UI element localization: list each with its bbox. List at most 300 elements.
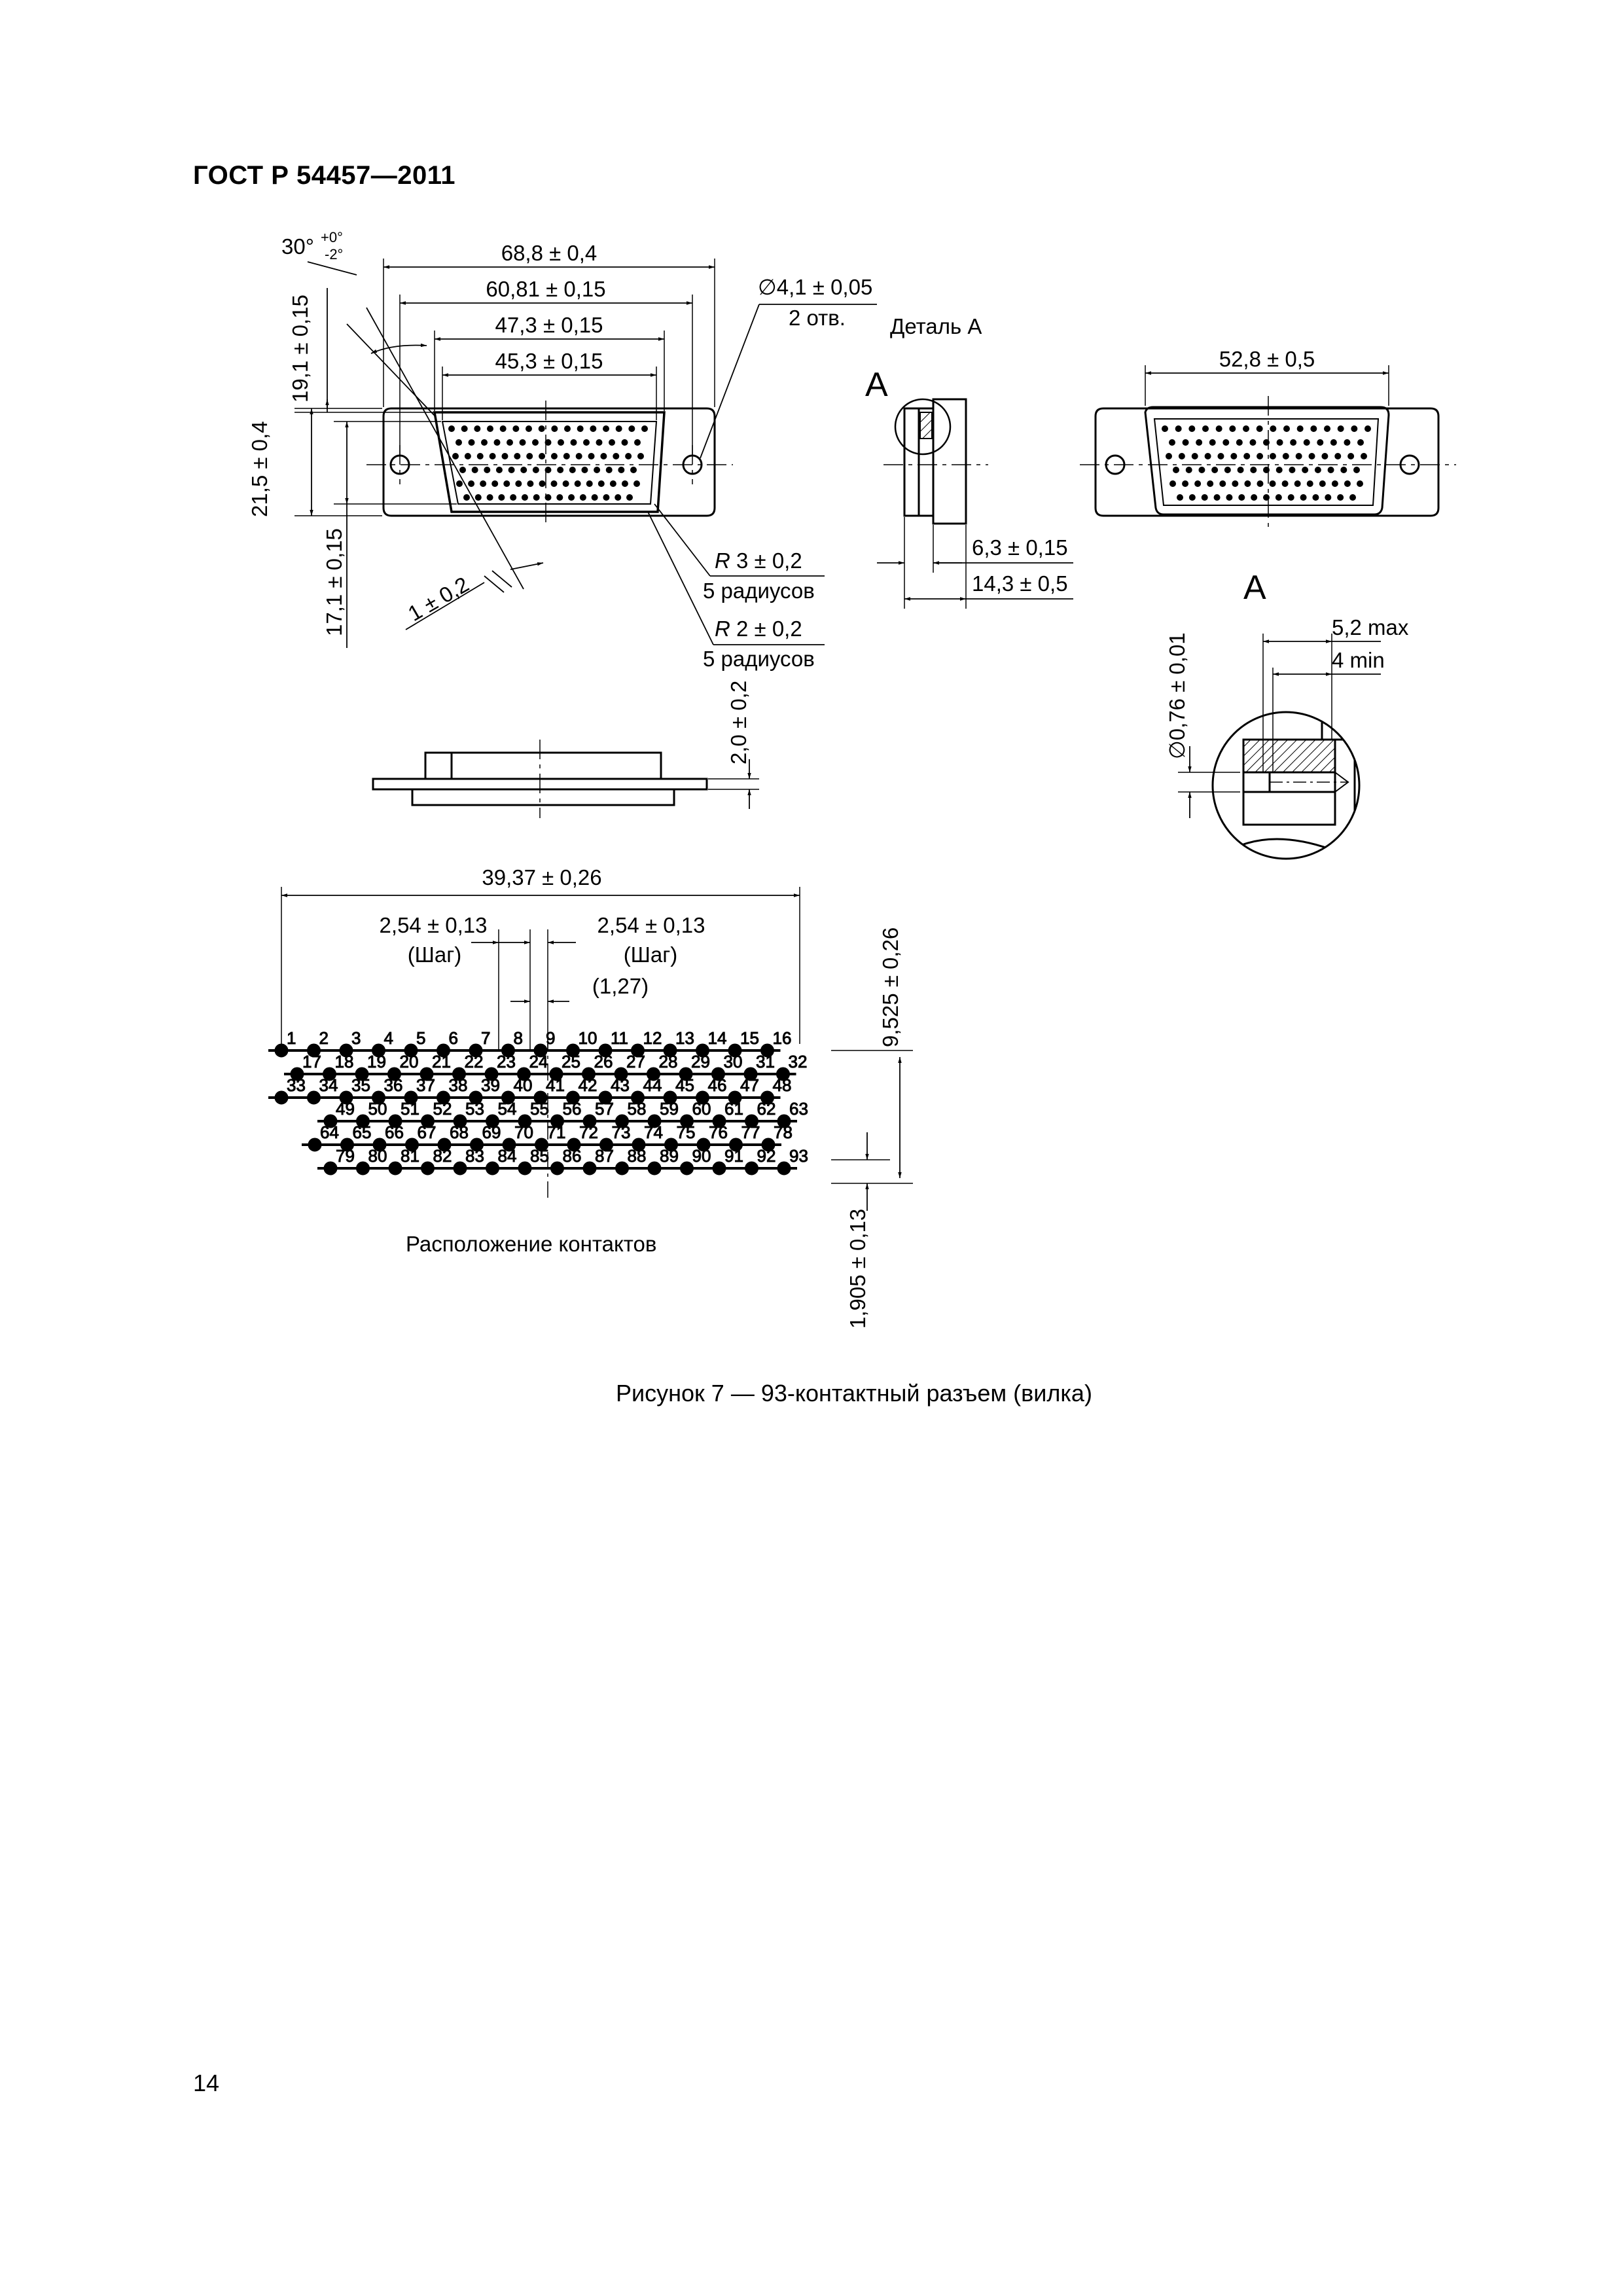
contact-dot [1304,439,1310,446]
pitch-label-left: (Шаг) [407,942,462,967]
contact-dot [491,480,498,487]
contact-pin [389,1162,402,1175]
contact-dot [1321,453,1328,459]
detail-a-title: А [1243,569,1266,607]
contact-dot [1194,480,1201,487]
contact-dot [1276,467,1283,473]
contact-number: 39 [481,1075,500,1095]
contact-dot [1288,494,1294,501]
contact-number: 70 [514,1122,533,1142]
contact-pin [518,1162,531,1175]
radius-outer-count: 5 радиусов [703,579,815,603]
contact-dot [551,453,558,459]
contact-pin [777,1162,791,1175]
contact-dot [1177,494,1183,501]
contact-pin [308,1138,321,1151]
contact-dot [1289,467,1295,473]
contact-number: 55 [530,1099,549,1119]
contact-dot [563,480,569,487]
contact-dot [641,425,648,432]
contact-dot [448,425,455,432]
dim-flange-depth: 6,3 ± 0,15 [972,535,1068,560]
contact-number: 78 [774,1122,793,1142]
contact-dot [465,453,471,459]
contact-dot [1219,480,1226,487]
contact-dot [1192,453,1198,459]
contact-dot [1251,494,1257,501]
contact-number: 46 [707,1075,727,1095]
contact-dot [1344,439,1350,446]
pitch-label-right: (Шаг) [623,942,678,967]
contact-number: 34 [319,1075,338,1095]
contact-dot [1340,467,1347,473]
contact-dot [626,494,633,501]
contact-number: 67 [417,1122,437,1142]
contact-number: 29 [691,1052,710,1071]
contact-dot [1297,425,1304,432]
angle-tol-lower: -2° [325,246,344,262]
contact-number: 58 [627,1099,647,1119]
contact-dot [1243,453,1250,459]
contact-pin [551,1162,564,1175]
contact-number: 49 [336,1099,355,1119]
dim-row-pitch: 1,905 ± 0,13 [846,1208,870,1329]
contact-number: 32 [788,1052,808,1071]
contact-number: 84 [497,1146,517,1166]
contact-dot [1361,453,1367,459]
angle-main: 30° [281,234,314,259]
contact-number: 73 [611,1122,631,1142]
dim-pitch-right: 2,54 ± 0,13 [597,913,705,937]
contact-dot [609,439,615,446]
dim-hole-spacing: 60,81 ± 0,15 [486,277,606,301]
contact-number: 88 [627,1146,647,1166]
contact-number: 69 [482,1122,501,1142]
contact-dot [477,453,484,459]
dim-wall: 1 ± 0,2 [404,571,473,626]
contact-pin [275,1091,288,1104]
contact-dot [1270,480,1276,487]
dim-overall-width: 68,8 ± 0,4 [501,241,597,265]
contact-number: 26 [594,1052,613,1071]
contact-dot [526,425,532,432]
document-header: ГОСТ Р 54457—2011 [193,161,455,190]
contact-dot [622,439,628,446]
contact-dot [1319,480,1326,487]
contact-dot [452,453,459,459]
contact-number: 44 [643,1075,662,1095]
contact-number: 74 [644,1122,663,1142]
contact-dot [498,494,505,501]
contact-dot [603,494,609,501]
contact-dot [1263,467,1270,473]
contact-dot [1214,494,1221,501]
contact-dot [1202,494,1208,501]
contact-number: 35 [351,1075,370,1095]
contact-dot [633,480,640,487]
contact-dot [1357,439,1364,446]
contact-pin [324,1162,337,1175]
contact-dot [569,467,576,473]
contact-dot [1211,467,1218,473]
contact-dot [551,425,558,432]
contact-dot [592,494,598,501]
contact-number: 33 [287,1075,306,1095]
contact-dot [564,425,571,432]
contact-dot [1307,480,1313,487]
contact-dot [618,467,624,473]
contact-dot [581,467,588,473]
contact-dot [480,480,486,487]
contact-dot [1230,453,1237,459]
contact-dot [625,453,632,459]
contact-dot [1325,494,1331,501]
contact-number: 50 [368,1099,387,1119]
contact-number: 38 [448,1075,468,1095]
page-number: 14 [193,2070,220,2096]
contact-dot [1209,439,1216,446]
contact-number: 9 [546,1028,556,1048]
contact-number: 92 [757,1146,776,1166]
contact-dot [598,480,605,487]
contact-number: 65 [352,1122,372,1142]
contact-dot [1270,425,1276,432]
contact-dot [556,494,563,501]
contact-pin [454,1162,467,1175]
contact-dot [1257,480,1263,487]
dim-half-pitch: (1,27) [592,974,649,998]
rear-view [1080,365,1456,527]
contact-dot [469,439,475,446]
contact-dot [1182,480,1188,487]
radius-inner: R 2 ± 0,2 [715,617,802,641]
contact-number: 90 [692,1146,711,1166]
contact-dot [1162,425,1168,432]
contact-number: 2 [319,1028,329,1048]
contact-dot [490,453,496,459]
contact-dot [459,467,466,473]
contact-number: 60 [692,1099,711,1119]
contact-dot [1257,453,1263,459]
dim-total-depth: 14,3 ± 0,5 [972,571,1068,596]
contact-dot [1257,425,1263,432]
contact-number: 19 [367,1052,386,1071]
contact-dot [1224,467,1231,473]
dim-height-outer: 21,5 ± 0,4 [247,421,272,517]
contact-dot [1310,425,1317,432]
contact-pin [745,1162,758,1175]
contact-dot [1169,480,1176,487]
contact-number: 28 [658,1052,678,1071]
contact-dot [510,494,516,501]
contact-number: 27 [626,1052,645,1071]
contact-pin [681,1162,694,1175]
contact-dot [472,467,478,473]
contact-dot [603,425,609,432]
contact-dot [1309,453,1315,459]
contact-dot [1236,439,1243,446]
contact-dot [1283,453,1289,459]
dim-hole-diameter: ∅4,1 ± 0,05 [758,275,873,299]
contact-dot [522,494,528,501]
contact-number: 93 [789,1146,808,1166]
contact-dot [622,480,628,487]
contact-dot [532,439,539,446]
contact-dot [1337,494,1344,501]
contact-dot [590,425,596,432]
contact-number: 89 [660,1146,679,1166]
dim-min: 4 min [1332,648,1385,672]
hole-count: 2 отв. [789,306,846,330]
contact-number: 72 [579,1122,598,1142]
contact-dot [1229,425,1236,432]
contact-number: 37 [416,1075,435,1095]
contact-dot [1328,467,1334,473]
contact-dot [1302,467,1308,473]
contact-dot [576,453,582,459]
contact-number: 79 [336,1146,355,1166]
contact-number: 6 [448,1028,458,1048]
contact-dot [539,425,545,432]
contact-dot [606,467,613,473]
contact-dot [1169,439,1175,446]
contact-dot [583,439,590,446]
dim-height-inner: 17,1 ± 0,15 [322,528,346,636]
contact-number: 30 [723,1052,743,1071]
contact-dot [539,480,545,487]
contact-dot [545,439,552,446]
contact-dot [1173,467,1179,473]
contact-dot [1238,467,1244,473]
contact-dot [500,425,507,432]
contact-number: 57 [595,1099,614,1119]
dim-height-left: 19,1 ± 0,15 [288,295,312,403]
contact-dot [520,467,527,473]
contact-number: 17 [302,1052,321,1071]
contact-number: 20 [399,1052,419,1071]
dim-flange-thickness: 2,0 ± 0,2 [726,680,751,764]
contact-number: 8 [513,1028,523,1048]
contact-number: 83 [465,1146,484,1166]
contact-dot [1344,480,1351,487]
contact-dot [577,425,584,432]
contact-dot [1222,439,1229,446]
contact-dot [533,467,539,473]
contact-number: 64 [320,1122,339,1142]
contact-dot [596,439,603,446]
dim-pin-diameter: ∅0,76 ± 0,01 [1165,632,1189,759]
contact-dot [1357,480,1363,487]
contact-number: 41 [546,1075,565,1095]
contact-number: 61 [724,1099,743,1119]
contact-number: 45 [675,1075,694,1095]
contact-dot [545,467,552,473]
contact-dot [575,480,581,487]
contact-dot [1312,494,1319,501]
contact-number: 66 [385,1122,404,1142]
contact-dot [1296,453,1302,459]
contact-dot [455,439,462,446]
contact-number: 12 [643,1028,662,1048]
contact-number: 91 [724,1146,743,1166]
contact-pin [648,1162,661,1175]
contact-dot [1315,467,1321,473]
contact-dot [496,467,503,473]
contact-dot [1175,425,1182,432]
contact-pin [308,1091,321,1104]
contact-dot [1283,425,1290,432]
dim-total-width: 39,37 ± 0,26 [482,865,602,889]
dim-max: 5,2 max [1332,615,1409,639]
contact-dot [594,467,600,473]
detail-title: Деталь А [890,314,982,338]
contact-dot [613,453,619,459]
contact-pin [421,1162,435,1175]
contact-layout-title: Расположение контактов [406,1232,657,1256]
contact-number: 23 [497,1052,516,1071]
contact-dot [551,480,558,487]
contact-dot [1186,467,1192,473]
angle-tol-upper: +0° [321,229,343,245]
contact-dot [1189,494,1196,501]
contact-dot [634,439,641,446]
contact-number: 47 [740,1075,759,1095]
contact-pin [713,1162,726,1175]
contact-dot [501,453,508,459]
top-view [373,740,759,818]
dim-row-span: 9,525 ± 0,26 [878,927,902,1047]
contact-dot [487,425,493,432]
contact-dot [630,467,637,473]
contact-dot [1226,494,1232,501]
contact-number: 86 [562,1146,582,1166]
contact-dot [1179,453,1185,459]
contact-dot [1364,425,1371,432]
contact-dot [514,453,520,459]
contact-number: 42 [578,1075,597,1095]
contact-dot [563,453,570,459]
contact-dot [1263,439,1270,446]
contact-dot [1290,439,1296,446]
contact-dot [1207,480,1213,487]
contact-number: 81 [401,1146,419,1166]
contact-dot [484,467,490,473]
contact-dot [1300,494,1307,501]
radius-inner-count: 5 радиусов [703,647,815,671]
contact-dot [474,425,480,432]
contact-pin [616,1162,629,1175]
contact-dot [475,494,482,501]
contact-number: 40 [513,1075,533,1095]
contact-number: 1 [287,1028,296,1048]
contact-dot [539,453,545,459]
contact-dot [1183,439,1189,446]
contact-number: 82 [433,1146,452,1166]
contact-number: 4 [383,1028,393,1048]
contact-dot [461,425,468,432]
contact-number: 77 [741,1122,760,1142]
contact-dot [1217,453,1224,459]
detail-marker: А [865,366,888,404]
contact-dot [481,439,488,446]
contact-dot [1334,453,1341,459]
contact-dot [1317,439,1323,446]
contact-dot [512,425,519,432]
contact-dot [507,439,513,446]
contact-dot [468,480,474,487]
contact-number: 5 [416,1028,426,1048]
contact-dot [463,494,470,501]
dim-pitch-left: 2,54 ± 0,13 [379,913,488,937]
contact-number: 7 [481,1028,491,1048]
contact-number: 87 [595,1146,614,1166]
contact-dot [1347,453,1354,459]
contact-number: 25 [562,1052,580,1071]
contact-layout [268,887,913,1211]
contact-number: 54 [497,1099,517,1119]
contact-number: 76 [709,1122,728,1142]
contact-number: 14 [707,1028,727,1048]
contact-dot [1294,480,1301,487]
contact-number: 10 [578,1028,597,1048]
contact-dot [520,439,526,446]
contact-dot [616,425,622,432]
contact-dot [1349,494,1356,501]
contact-dot [1277,439,1283,446]
contact-number: 18 [334,1052,354,1071]
contact-dot [526,453,533,459]
contact-number: 22 [464,1052,484,1071]
contact-dot [515,480,522,487]
rear-dim-width: 52,8 ± 0,5 [1219,347,1315,371]
contact-dot [527,480,533,487]
contact-dot [1353,467,1360,473]
contact-dot [1263,494,1270,501]
contact-dot [571,439,577,446]
contact-dot [545,494,552,501]
contact-dot [1282,480,1289,487]
contact-dot [1238,494,1245,501]
contact-dot [580,494,586,501]
contact-dot [1275,494,1282,501]
contact-number: 75 [676,1122,696,1142]
contact-pin [486,1162,499,1175]
contact-dot [1202,425,1209,432]
contact-dot [1196,439,1202,446]
contact-dot [1270,453,1276,459]
contact-dot [628,425,635,432]
contact-dot [1249,439,1256,446]
contact-number: 85 [530,1146,549,1166]
contact-number: 13 [675,1028,694,1048]
contact-number: 24 [529,1052,548,1071]
contact-number: 62 [757,1099,776,1119]
contact-dot [637,453,644,459]
contact-dot [487,494,493,501]
contact-number: 51 [401,1099,419,1119]
contact-number: 11 [611,1028,628,1048]
contact-dot [1338,425,1344,432]
contact-number: 52 [433,1099,452,1119]
contact-number: 3 [351,1028,361,1048]
contact-dot [503,480,510,487]
contact-dot [1232,480,1238,487]
contact-number: 53 [465,1099,484,1119]
contact-dot [557,467,563,473]
contact-number: 71 [546,1122,566,1142]
contact-dot [508,467,515,473]
contact-dot [568,494,575,501]
